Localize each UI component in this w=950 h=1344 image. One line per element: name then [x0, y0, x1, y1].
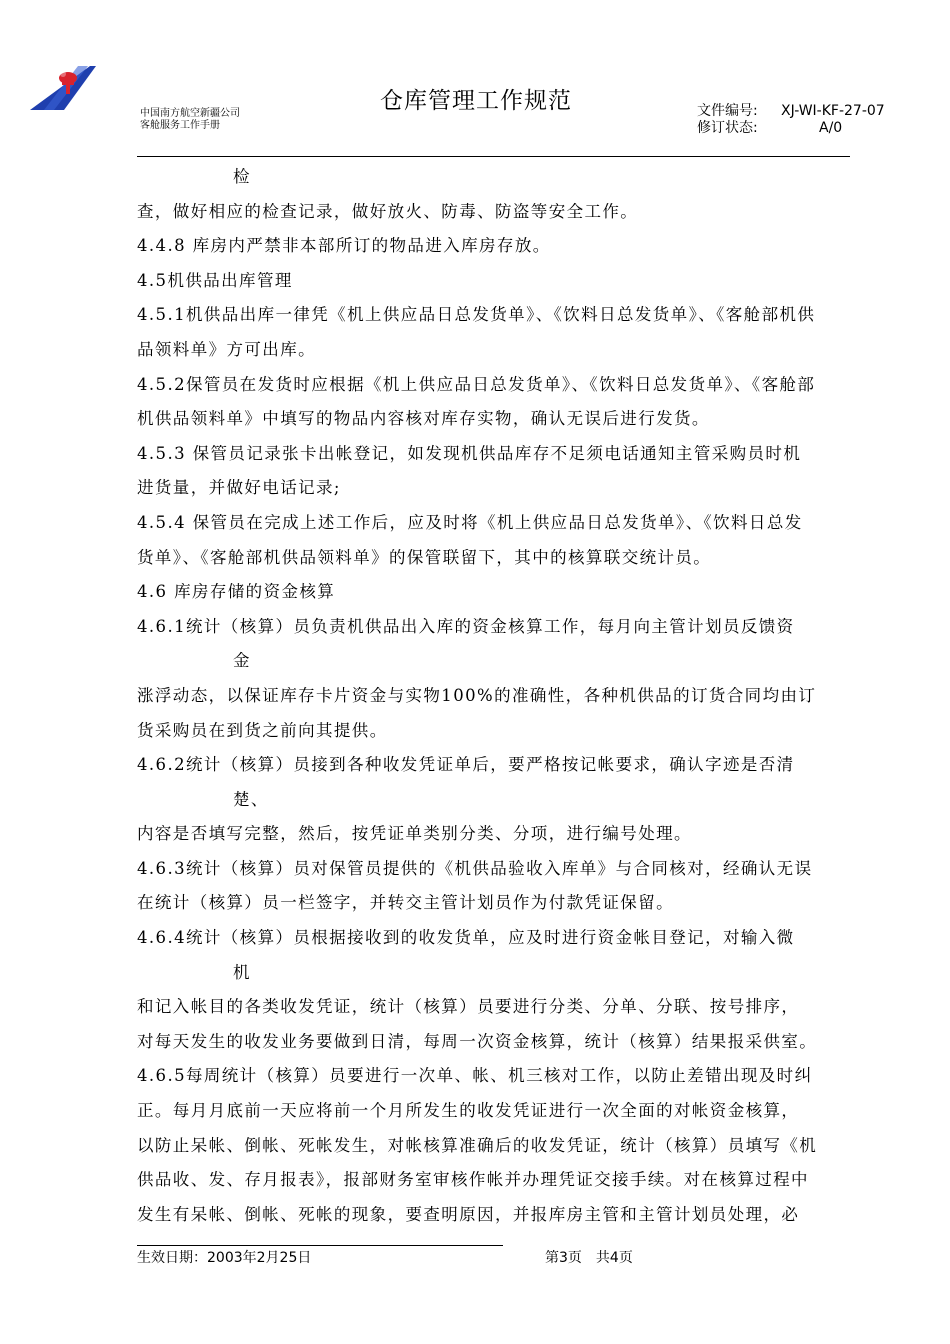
- company-line-1: 中国南方航空新疆公司: [140, 108, 240, 119]
- text-line: 查，做好相应的检查记录，做好放火、防毒、防盗等安全工作。: [137, 201, 639, 221]
- airline-logo: [28, 64, 98, 112]
- text-line: 内容是否填写完整，然后，按凭证单类别分类、分项，进行编号处理。: [137, 824, 692, 844]
- section-4-5-3: 4.5.3 保管员记录张卡出帐登记，如发现机供品库存不足须电话通知主管采购员时机: [137, 443, 802, 463]
- page-number: 第3页 共4页: [545, 1250, 633, 1266]
- section-4-6-3: 4.6.3统计（核算）员对保管员提供的《机供品验收入库单》与合同核对，经确认无误: [137, 858, 813, 878]
- page-title: 仓库管理工作规范: [380, 88, 572, 114]
- section-heading-4-6: 4.6 库房存储的资金核算: [137, 582, 336, 602]
- footer-divider: [137, 1245, 503, 1246]
- section-4-4-8: 4.4.8 库房内严禁非本部所订的物品进入库房存放。: [137, 236, 551, 256]
- file-number-label: 文件编号:: [697, 103, 758, 119]
- company-name: [140, 108, 240, 132]
- section-heading-4-5: 4.5机供品出库管理: [137, 270, 293, 290]
- section-4-6-2: 4.6.2统计（核算）员接到各种收发凭证单后，要严格按记帐要求，确认字迹是否清: [137, 755, 795, 775]
- text-line: 涨浮动态，以保证库存卡片资金与实物100%的准确性，各种机供品的订货合同均由订: [137, 685, 817, 705]
- section-4-5-2: 4.5.2保管员在发货时应根据《机上供应品日总发货单》、《饮料日总发货单》、《客舱部: [137, 374, 816, 394]
- text-line: 货采购员在到货之前向其提供。: [137, 720, 388, 740]
- section-4-6-1: 4.6.1统计（核算）员负责机供品出入库的资金核算工作，每月向主管计划员反馈资: [137, 616, 795, 636]
- text-line: 检: [233, 167, 251, 186]
- header-divider: [137, 156, 850, 157]
- document-meta: [697, 103, 885, 137]
- text-line: 和记入帐目的各类收发凭证，统计（核算）员要进行分类、分单、分联、按号排序，: [137, 997, 800, 1017]
- document-body: [137, 160, 857, 1232]
- text-line: 品领料单》方可出库。: [137, 339, 316, 359]
- text-line: 发生有呆帐、倒帐、死帐的现象，要查明原因，并报库房主管和主管计划员处理，必: [137, 1204, 800, 1224]
- text-line: 机供品领料单》中填写的物品内容核对库存实物，确认无误后进行发货。: [137, 409, 710, 429]
- company-line-2: 客舱服务工作手册: [140, 120, 220, 131]
- revision-label: 修订状态:: [697, 120, 758, 136]
- section-4-6-5: 4.6.5每周统计（核算）员要进行一次单、帐、机三核对工作，以防止差错出现及时纠: [137, 1066, 813, 1086]
- text-line: 供品收、发、存月报表》，报部财务室审核作帐并办理凭证交接手续。对在核算过程中: [137, 1170, 809, 1190]
- text-line: 正。每月月底前一天应将前一个月所发生的收发凭证进行一次全面的对帐资金核算，: [137, 1101, 800, 1121]
- text-line: 楚、: [233, 789, 269, 809]
- section-4-6-4: 4.6.4统计（核算）员根据接收到的收发货单，应及时进行资金帐目登记，对输入微: [137, 928, 795, 948]
- text-line: 以防止呆帐、倒帐、死帐发生，对帐核算准确后的收发凭证，统计（核算）员填写《机: [137, 1135, 818, 1155]
- text-line: 机: [233, 962, 251, 982]
- section-4-5-4: 4.5.4 保管员在完成上述工作后，应及时将《机上供应品日总发货单》、《饮料日总发: [137, 512, 803, 532]
- revision-value: A/0: [819, 120, 843, 136]
- text-line: 进货量，并做好电话记录;: [137, 478, 341, 498]
- revision-row: [697, 120, 885, 137]
- section-4-5-1: 4.5.1机供品出库一律凭《机上供应品日总发货单》、《饮料日总发货单》、《客舱部机供: [137, 305, 816, 325]
- text-line: 在统计（核算）员一栏签字，并转交主管计划员作为付款凭证保留。: [137, 893, 674, 913]
- text-line: 货单》、《客舱部机供品领料单》的保管联留下，其中的核算联交统计员。: [137, 547, 712, 567]
- file-number-value: XJ-WI-KF-27-07: [781, 103, 885, 119]
- file-number-row: [697, 103, 885, 120]
- text-line: 金: [233, 651, 251, 671]
- effective-date: 生效日期：2003年2月25日: [137, 1250, 312, 1266]
- text-line: 对每天发生的收发业务要做到日清，每周一次资金核算，统计（核算）结果报采供室。: [137, 1031, 818, 1051]
